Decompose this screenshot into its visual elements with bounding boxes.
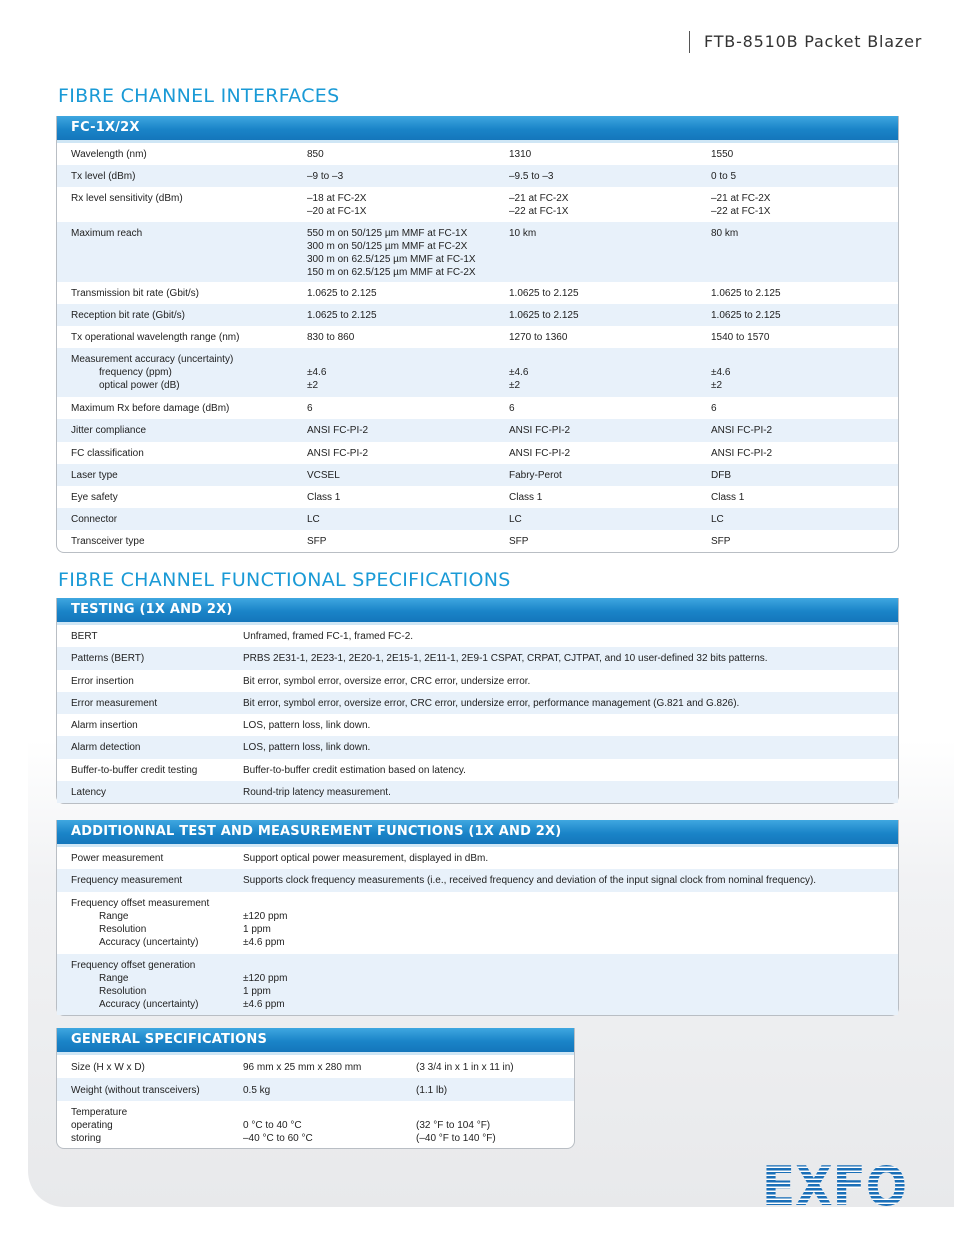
table-header-fc: FC-1X/2X bbox=[57, 116, 898, 143]
header-divider bbox=[689, 31, 690, 53]
table-row: Alarm insertion LOS, pattern loss, link down. bbox=[71, 720, 371, 731]
table-row: FC classification ANSI FC-PI-2 ANSI FC-PI-2 ANSI FC-PI-2 bbox=[71, 448, 773, 459]
table-row: Frequency measurement Supports clock frequency measurements (i.e., received frequency and deviation of the input signal clock from nominal frequency). bbox=[57, 869, 898, 892]
table-row: Frequency offset measurement Range Resolution Accuracy (uncertainty) ±120 ppm 1 ppm ±4.6 ppm bbox=[71, 898, 288, 948]
table-header-general: GENERAL SPECIFICATIONS bbox=[57, 1028, 574, 1055]
table-row: Transceiver type SFP SFP SFP bbox=[71, 536, 731, 547]
table-row: Eye safety Class 1 Class 1 Class 1 bbox=[71, 492, 745, 503]
table-row: Size (H x W x D) 96 mm x 25 mm x 280 mm (3 3/4 in x 1 in x 11 in) bbox=[71, 1062, 514, 1073]
table-row: Error measurement Bit error, symbol error, oversize error, CRC error, undersize error, performance management (G.821 and G.826). bbox=[57, 692, 898, 714]
exfo-logo bbox=[762, 1155, 907, 1218]
section-title-functional: FIBRE CHANNEL FUNCTIONAL SPECIFICATIONS bbox=[58, 569, 511, 591]
table-row: Buffer-to-buffer credit testing Buffer-to-buffer credit estimation based on latency. bbox=[71, 765, 466, 776]
table-row: Temperature operating storing 0 °C to 40 °C –40 °C to 60 °C (32 °F to 104 °F) (–40 °F to 140 °F) bbox=[71, 1107, 496, 1144]
fc-interfaces-table bbox=[56, 116, 899, 553]
table-row: Maximum Rx before damage (dBm) 6 6 6 bbox=[71, 403, 717, 414]
testing-table bbox=[56, 598, 899, 804]
table-row: Laser type VCSEL Fabry-Perot DFB bbox=[57, 464, 898, 486]
table-row: Frequency offset generation Range Resolution Accuracy (uncertainty) ±120 ppm 1 ppm ±4.6 ppm bbox=[57, 954, 898, 1015]
table-header-testing: TESTING (1X AND 2X) bbox=[57, 598, 898, 625]
table-row: Patterns (BERT) PRBS 2E31-1, 2E23-1, 2E20-1, 2E15-1, 2E11-1, 2E9-1 CSPAT, CRPAT, CJTPAT, and 10 user-defined 32 bits patterns. bbox=[57, 647, 898, 670]
table-row: BERT Unframed, framed FC-1, framed FC-2. bbox=[71, 631, 414, 642]
table-row: Jitter compliance ANSI FC-PI-2 ANSI FC-PI-2 ANSI FC-PI-2 bbox=[57, 419, 898, 442]
table-row: Tx level (dBm) –9 to –3 –9.5 to –3 0 to 5 bbox=[57, 165, 898, 187]
product-title: FTB-8510B Packet Blazer bbox=[704, 32, 923, 51]
table-row: Measurement accuracy (uncertainty) frequency (ppm) optical power (dB) ±4.6 ±2 ±4.6 ±2 ±4.6 ±2 bbox=[57, 348, 898, 397]
general-specifications-table bbox=[56, 1028, 575, 1149]
table-row: Wavelength (nm) 850 1310 1550 bbox=[71, 149, 734, 160]
table-row: Tx operational wavelength range (nm) 830 to 860 1270 to 1360 1540 to 1570 bbox=[71, 332, 770, 343]
table-row: Weight (without transceivers) 0.5 kg (1.1 lb) bbox=[57, 1078, 574, 1101]
additional-functions-table bbox=[56, 820, 899, 1016]
section-title-interfaces: FIBRE CHANNEL INTERFACES bbox=[58, 85, 340, 107]
table-row: Rx level sensitivity (dBm) –18 at FC-2X –20 at FC-1X –21 at FC-2X –22 at FC-1X –21 at FC-2X –22 at FC-1X bbox=[71, 193, 771, 217]
table-row: Power measurement Support optical power measurement, displayed in dBm. bbox=[71, 853, 489, 864]
table-row: Latency Round-trip latency measurement. bbox=[57, 781, 898, 803]
exfo-logo-text: EXFO bbox=[762, 1155, 907, 1218]
table-header-additional: ADDITIONNAL TEST AND MEASUREMENT FUNCTIONS (1X AND 2X) bbox=[57, 820, 898, 847]
table-row: Error insertion Bit error, symbol error, oversize error, CRC error, undersize error. bbox=[71, 676, 531, 687]
table-row: Reception bit rate (Gbit/s) 1.0625 to 2.125 1.0625 to 2.125 1.0625 to 2.125 bbox=[57, 304, 898, 326]
table-row: Maximum reach 550 m on 50/125 µm MMF at FC-1X 300 m on 50/125 µm MMF at FC-2X 300 m on 62.5/125 µm MMF at FC-1X 150 m on 62.5/125 µm MMF at FC-2X 10 km 80 km bbox=[57, 222, 898, 282]
table-row: Alarm detection LOS, pattern loss, link down. bbox=[57, 736, 898, 759]
table-row: Transmission bit rate (Gbit/s) 1.0625 to 2.125 1.0625 to 2.125 1.0625 to 2.125 bbox=[71, 288, 781, 299]
size-imperial: (3 3/4 in x 1 in x 11 in) bbox=[416, 1062, 514, 1073]
table-row: Connector LC LC LC bbox=[57, 508, 898, 530]
